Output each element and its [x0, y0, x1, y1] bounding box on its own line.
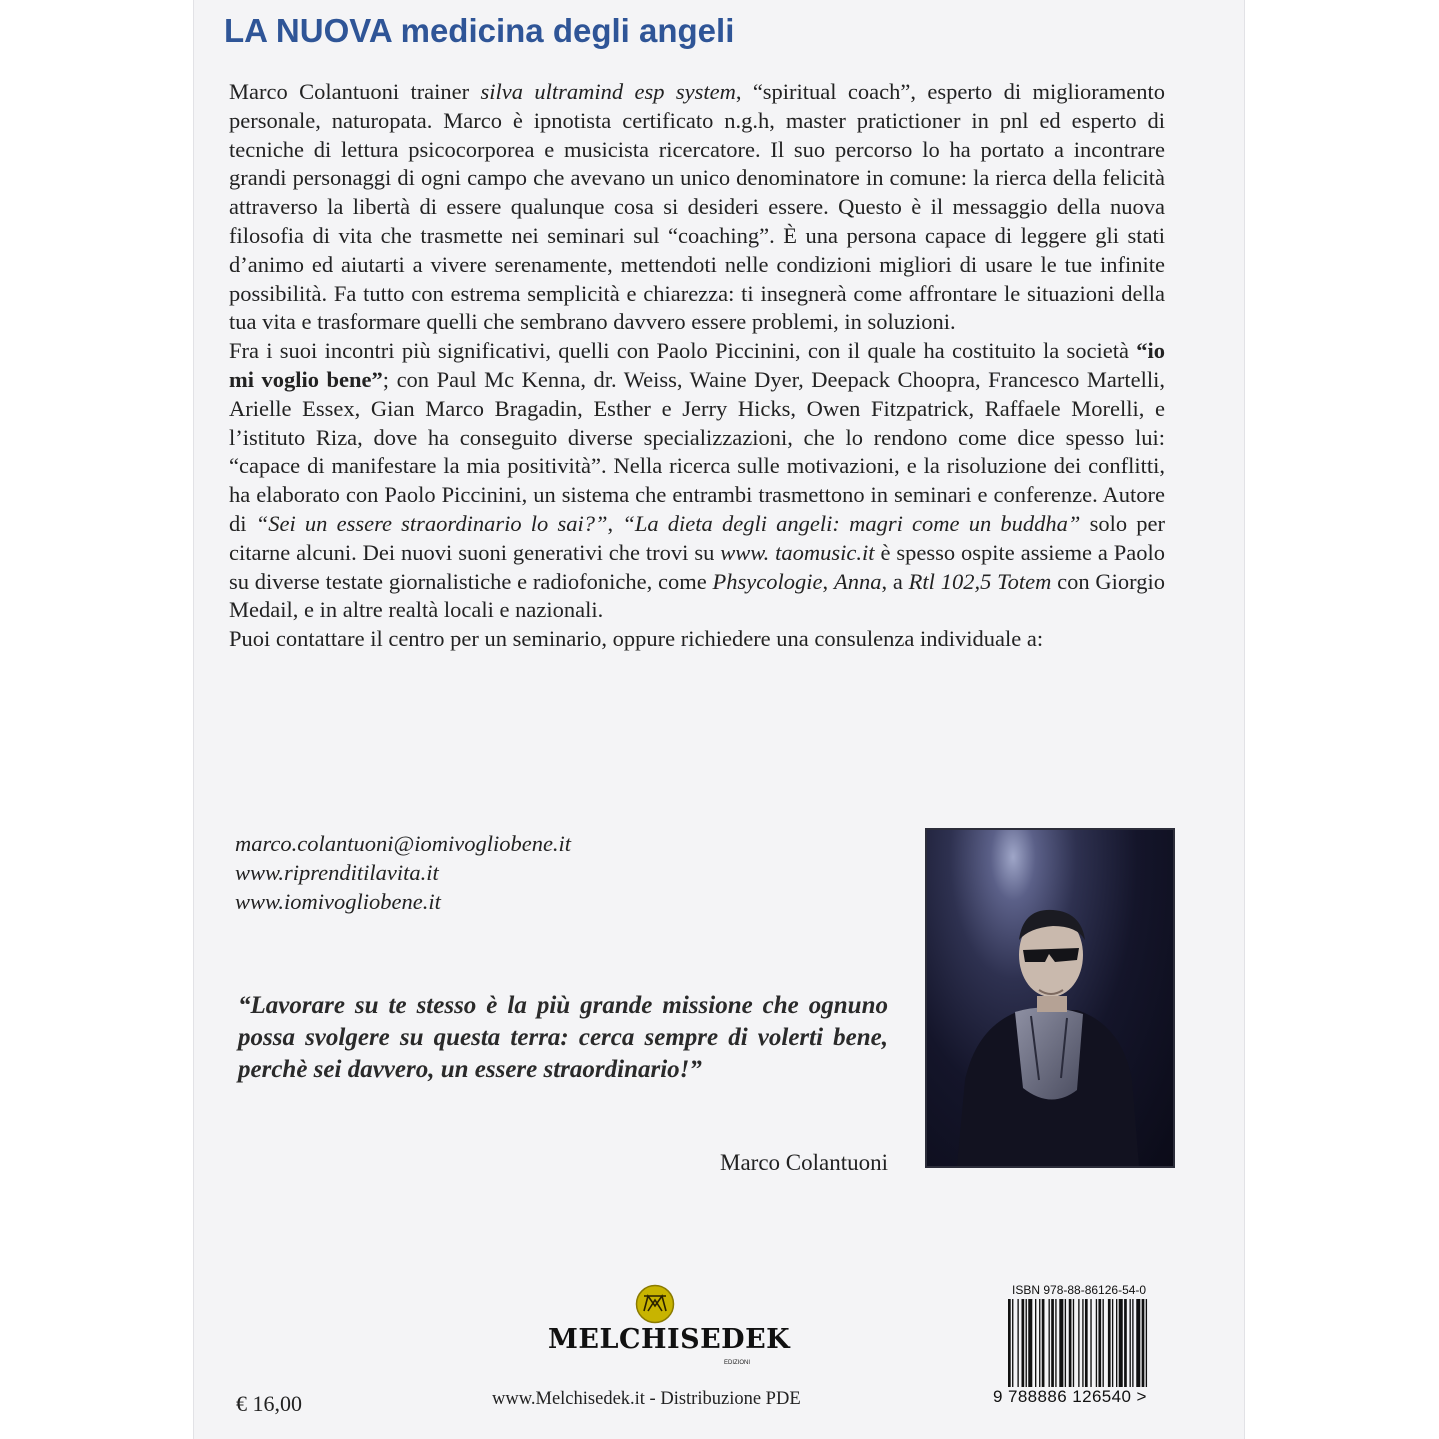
barcode-bar: [1012, 1299, 1013, 1387]
barcode-bar: [1124, 1299, 1127, 1387]
barcode-bar: [1098, 1299, 1101, 1387]
barcode-bar: [1136, 1299, 1140, 1387]
barcode-bar: [1078, 1299, 1079, 1387]
barcode-bar: [1065, 1299, 1066, 1387]
bio-text: , “spiritual coach”, esperto di miglioramento personale, naturopata. Marco è ipnotista certificato n.g.h, master pratictioner in pnl ed esperto di tecniche di lettura psicocorporea e musicista ricercatore. Il suo percorso lo ha portato a incontrare grandi personaggi di ogni campo che avevano un unico denominatore in comune: la rierca della felicità attraverso la libertà di essere qualunque cosa si desideri essere. Questo è il messaggio della nuova filosofia di vita che trasmette nei seminari sul “coaching”. È una persona capace di leggere gli stati d’animo ed aiutarti a vivere serenamente, mettendoti nelle condizioni migliori di usare le tue infinite possibilità. Fa tutto con estrema semplicità e chiarezza: ti insegnerà come affrontare le situazioni della tua vita e trasformare quelli che sembrano davvero essere problemi, in soluzioni.: [229, 79, 1165, 335]
bio-text: ,: [607, 510, 623, 536]
barcode-bar: [1082, 1299, 1083, 1387]
isbn-barcode-block: [985, 1283, 1215, 1413]
barcode-bar: [1008, 1299, 1011, 1387]
barcode-bar: [1059, 1299, 1063, 1387]
bio-text: ; con Paul Mc Kenna, dr. Weiss, Waine Dyer, Deepack Choopra, Francesco Martelli, Arielle Essex, Gian Marco Bragadin, Esther e Jerry Hicks, Owen Fitzpatrick, Raffaele Morelli, e l’istituto Riza, dove ha conseguito diverse specializzazioni, che lo rendono come dice spesso lui: “capace di manifestare la mia positività”. Nella ricerca sulle motivazioni, e la risoluzione dei conflitti, ha elaborato con Paolo Piccinini, un sistema che entrambi trasmettono in seminari e conferenze. Autore di: [229, 366, 1165, 536]
barcode-bar: [1022, 1299, 1025, 1387]
barcode-bar: [1096, 1299, 1097, 1387]
ean-digits: 9 788886 126540 >: [993, 1387, 1147, 1406]
media-reference: Anna: [833, 568, 882, 594]
barcode-bar: [1069, 1299, 1072, 1387]
contact-email: marco.colantuoni@iomivogliobene.it: [235, 831, 572, 856]
book-reference: “Sei un essere straordinario lo sai?”: [255, 510, 608, 536]
book-price: € 16,00: [236, 1391, 302, 1416]
barcode-bar: [1090, 1299, 1091, 1387]
barcode-bar: [1130, 1299, 1131, 1387]
publisher-name: MELCHISEDEK: [548, 1324, 791, 1355]
author-photo: [925, 828, 1175, 1168]
contact-website: www.riprenditilavita.it: [235, 859, 439, 885]
bio-text: con Giorgio Medail, e in altre realtà locali e nazionali.: [229, 568, 1166, 623]
barcode-bar: [1132, 1299, 1133, 1387]
barcode-bar: [1039, 1299, 1040, 1387]
bio-text: solo per citarne alcuni. Dei nuovi suoni generativi che trovi su: [229, 510, 1166, 565]
media-reference: Phsycologie: [712, 568, 823, 594]
barcode-bar: [1073, 1299, 1074, 1387]
bio-paragraph-3: Puoi contattare il centro per un seminario, oppure richiedere una consulenza individuale a:: [229, 626, 1044, 652]
barcode: [1008, 1299, 1193, 1387]
barcode-bar: [1055, 1299, 1056, 1387]
bio-italic-text: silva ultramind esp system: [480, 79, 736, 104]
book-reference: “La dieta degli angeli: magri come un buddha”: [622, 510, 1081, 536]
bio-paragraph-2: [229, 337, 1165, 625]
barcode-bar: [1146, 1299, 1147, 1387]
author-silhouette: [927, 830, 1173, 1166]
barcode-bar: [1026, 1299, 1027, 1387]
barcode-bar: [1108, 1299, 1111, 1387]
barcode-bar: [1042, 1299, 1045, 1387]
barcode-bar: [1142, 1299, 1145, 1387]
company-name: “io mi voglio bene”: [229, 338, 1165, 392]
barcode-bar: [1049, 1299, 1050, 1387]
bio-text: Fra i suoi incontri più significativi, quelli con Paolo Piccinini, con il quale ha costituito la società: [229, 338, 1137, 364]
quote-author: Marco Colantuoni: [720, 1150, 888, 1175]
bio-text: è spesso ospite assieme a Paolo su diverse testate giornalistiche e radiofoniche, come: [229, 539, 1166, 594]
website-reference: www. taomusic.it: [720, 539, 875, 565]
contact-list: [235, 830, 571, 916]
media-reference: Rtl 102,5 Totem: [908, 568, 1052, 594]
barcode-bar: [1103, 1299, 1104, 1387]
bio-text: Marco Colantuoni trainer: [229, 79, 481, 104]
publisher-subtitle: EDIZIONI: [724, 1360, 751, 1366]
barcode-bar: [1017, 1299, 1018, 1387]
barcode-bar: [1116, 1299, 1117, 1387]
contact-website: www.iomivogliobene.it: [235, 888, 441, 914]
barcode-bar: [1051, 1299, 1054, 1387]
bio-text: ,: [822, 568, 834, 594]
barcode-bar: [1085, 1299, 1088, 1387]
bio-text: , a: [881, 568, 909, 594]
barcode-bar: [1112, 1299, 1113, 1387]
barcode-bar: [1119, 1299, 1123, 1387]
publisher-footer: www.Melchisedek.it - Distribuzione PDE: [492, 1389, 801, 1409]
author-quote: “Lavorare su te stesso è la più grande missione che ognuno possa svolgere su questa terra: cerca sempre di volerti bene, perchè sei davvero, un essere straordinario!”: [238, 992, 888, 1083]
book-title: LA NUOVA medicina degli angeli: [224, 12, 735, 49]
barcode-bar: [1028, 1299, 1032, 1387]
publisher-emblem-icon: [635, 1284, 675, 1324]
publisher-logo: [548, 1284, 791, 1374]
author-biography: [229, 78, 1165, 654]
barcode-bar: [1035, 1299, 1036, 1387]
isbn-label: ISBN 978-88-86126-54-0: [1012, 1283, 1147, 1297]
bio-paragraph-1: [229, 78, 1165, 337]
